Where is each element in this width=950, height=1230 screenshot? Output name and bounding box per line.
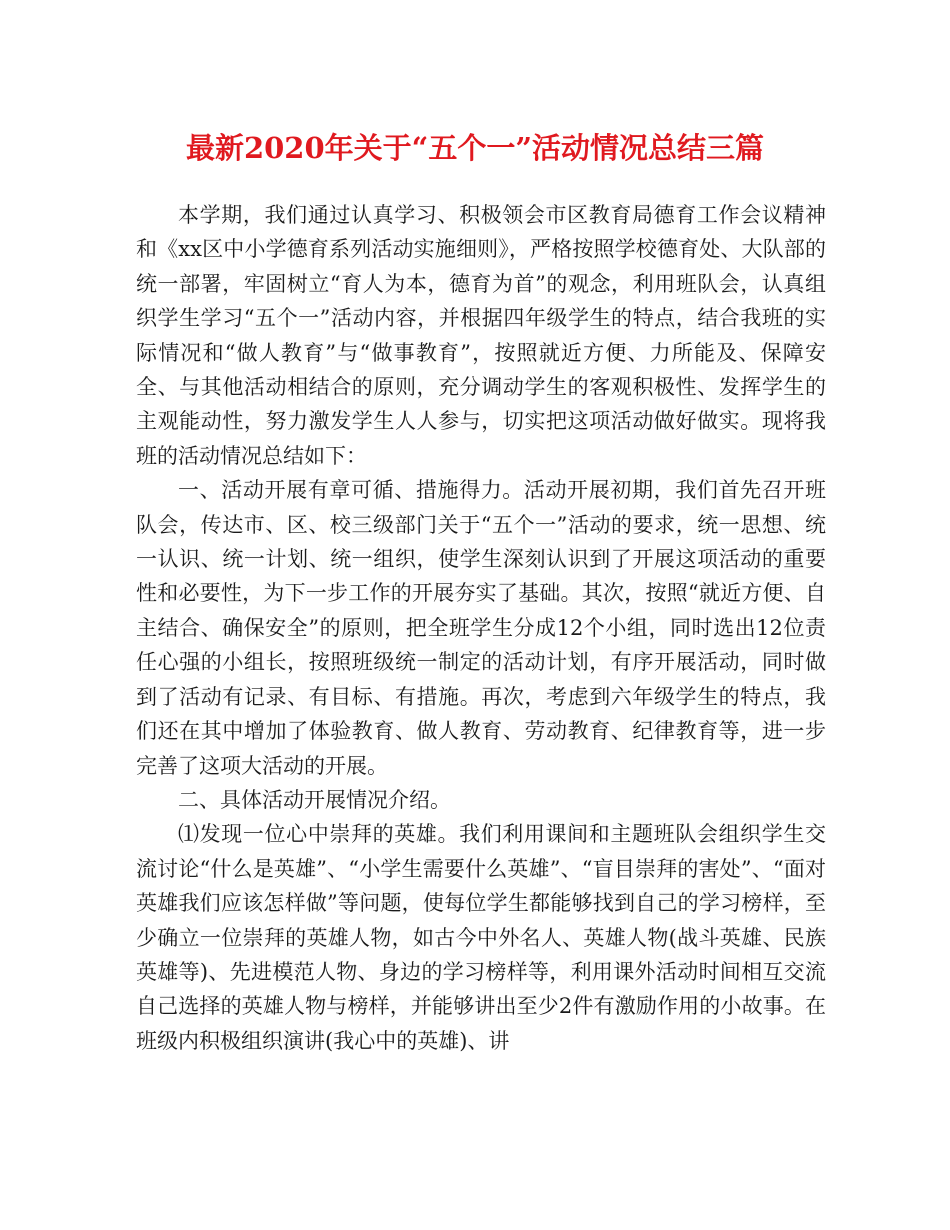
paragraph-section-one: 一、活动开展有章可循、措施得力。活动开展初期，我们首先召开班队会，传达市、区、校三级部门关于“五个一”活动的要求，统一思想、统一认识、统一计划、统一组织，使学生深刻认识到了开展这项活动的重要性和必要性，为下一步工作的开展夯实了基础。其次，按照“就近方便、自主结合、确保安全”的原则，把全班学生分成12个小组，同时选出12位责任心强的小组长，按照班级统一制定的活动计划，有序开展活动，同时做到了活动有记录、有目标、有措施。再次，考虑到六年级学生的特点，我们还在其中增加了体验教育、做人教育、劳动教育、纪律教育等，进一步完善了这项大活动的开展。: [136, 478, 826, 778]
document-body: [136, 198, 826, 1058]
paragraph-section-two-heading: 二、具体活动开展情况介绍。: [178, 787, 451, 812]
paragraph-item-one: ⑴发现一位心中崇拜的英雄。我们利用课间和主题班队会组织学生交流讨论“什么是英雄”、“小学生需要什么英雄”、“盲目崇拜的害处”、“面对英雄我们应该怎样做”等问题，使每位学生都能够找到自己的学习榜样，至少确立一位崇拜的英雄人物，如古今中外名人、英雄人物(战斗英雄、民族英雄等)、先进模范人物、身边的学习榜样等，利用课外活动时间相互交流自己选择的英雄人物与榜样，并能够讲出至少2件有激励作用的小故事。在班级内积极组织演讲(我心中的英雄)、讲: [136, 822, 826, 1053]
paragraph-intro: 本学期，我们通过认真学习、积极领会市区教育局德育工作会议精神和《xx区中小学德育系列活动实施细则》，严格按照学校德育处、大队部的统一部署，牢固树立“育人为本，德育为首”的观念，利用班队会，认真组织学生学习“五个一”活动内容，并根据四年级学生的特点，结合我班的实际情况和“做人教育”与“做事教育”，按照就近方便、力所能及、保障安全、与其他活动相结合的原则，充分调动学生的客观积极性、发挥学生的主观能动性，努力激发学生人人参与，切实把这项活动做好做实。现将我班的活动情况总结如下：: [136, 203, 826, 468]
document-title: 最新2020年关于“五个一”活动情况总结三篇: [185, 131, 765, 165]
